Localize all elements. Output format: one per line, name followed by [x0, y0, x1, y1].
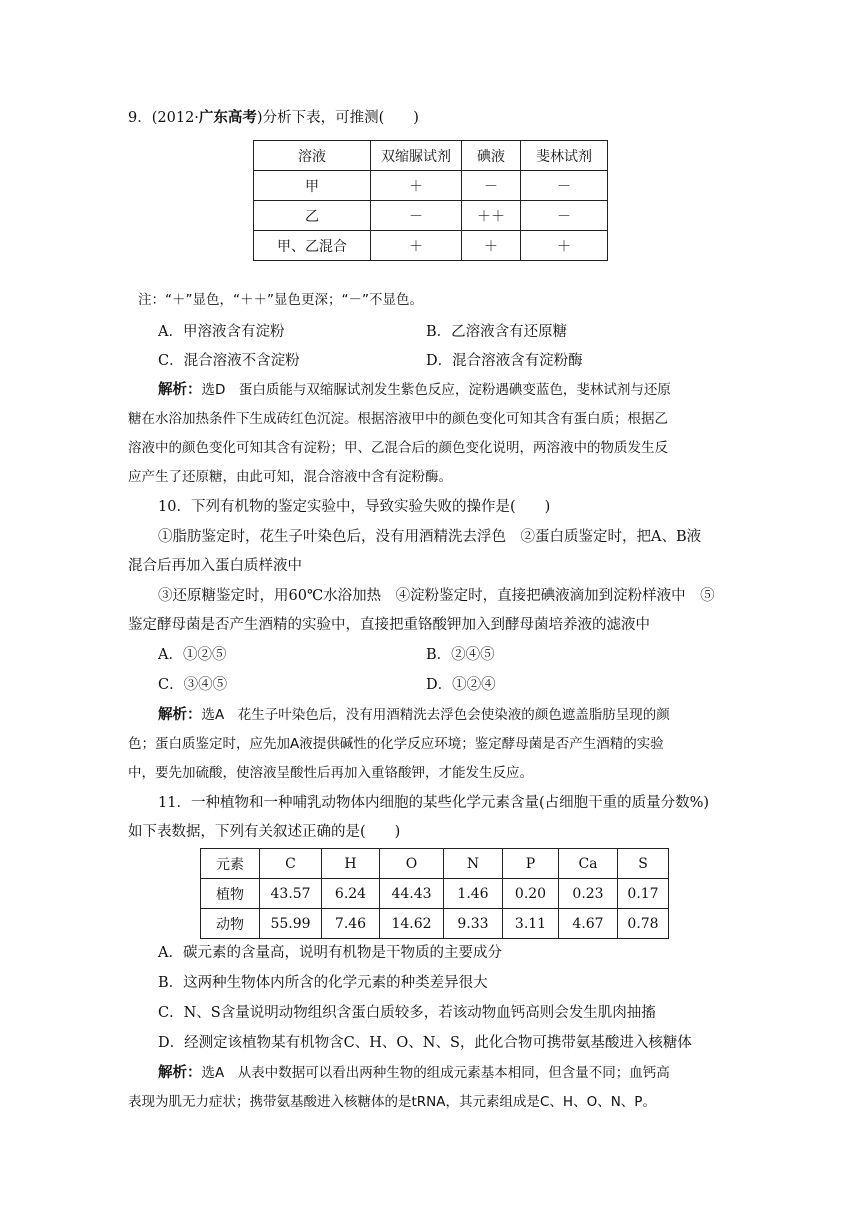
- table-header-cell: H: [322, 849, 380, 879]
- table-cell: ＋: [371, 231, 462, 261]
- table-cell: 植物: [201, 879, 260, 909]
- q9-analysis-line: 解析：选D 蛋白质能与双缩脲试剂发生紫色反应，淀粉遇碘变蓝色，斐林试剂与还原: [158, 381, 671, 398]
- q11-option-d: D．经测定该植物某有机物含C、H、O、N、S，此化合物可携带氨基酸进入核糖体: [158, 1035, 692, 1051]
- q9-source: 广东高考: [198, 109, 257, 126]
- q9-number: 9．: [128, 110, 152, 126]
- table-cell: 44.43: [380, 879, 444, 909]
- table-cell: 0.78: [618, 909, 669, 939]
- analysis-label: 解析：: [158, 1064, 202, 1081]
- q10-analysis-line: 解析：选A 花生子叶染色后，没有用酒精洗去浮色会使染液的颜色遮盖脂肪呈现的颜: [158, 706, 670, 723]
- table-header-cell: 溶液: [254, 141, 371, 171]
- analysis-label: 解析：: [158, 706, 202, 723]
- table-cell: －: [521, 171, 608, 201]
- q10-body-line: ③还原糖鉴定时，用60℃水浴加热 ④淀粉鉴定时，直接把碘液滴加到淀粉样液中 ⑤: [158, 588, 715, 604]
- analysis-label: 解析：: [158, 381, 202, 398]
- table-cell: 9.33: [444, 909, 503, 939]
- table-cell: ＋＋: [462, 201, 521, 231]
- q10-option-b: B．②④⑤: [426, 647, 495, 663]
- table-cell: 0.17: [618, 879, 669, 909]
- table-header-cell: O: [380, 849, 444, 879]
- table-cell: 乙: [254, 201, 371, 231]
- table-cell: 甲、乙混合: [254, 231, 371, 261]
- q10-body-line: 鉴定酵母菌是否产生酒精的实验中，直接把重铬酸钾加入到酵母菌培养液的滤液中: [128, 617, 650, 633]
- q11-table: [200, 848, 669, 939]
- table-cell: 4.67: [559, 909, 618, 939]
- table-header-cell: N: [444, 849, 503, 879]
- table-cell: 0.20: [503, 879, 559, 909]
- table-cell: 0.23: [559, 879, 618, 909]
- table-header-row: [201, 849, 669, 879]
- q10-analysis-line: 色；蛋白质鉴定时，应先加A液提供碱性的化学反应环境；鉴定酵母菌是否产生酒精的实验: [128, 736, 664, 752]
- table-cell: －: [462, 171, 521, 201]
- table-header-row: [254, 141, 608, 171]
- q9-option-c: C．混合溶液不含淀粉: [158, 353, 300, 369]
- table-cell: －: [521, 201, 608, 231]
- q9-analysis-line: 糖在水浴加热条件下生成砖红色沉淀。根据溶液甲中的颜色变化可知其含有蛋白质；根据乙: [128, 411, 668, 427]
- q9-option-a: A．甲溶液含有淀粉: [158, 324, 285, 340]
- table-cell: 3.11: [503, 909, 559, 939]
- table-row: [201, 909, 669, 939]
- table-row: [254, 171, 608, 201]
- table-row: [254, 201, 608, 231]
- table-cell: 43.57: [260, 879, 322, 909]
- table-cell: ＋: [521, 231, 608, 261]
- table-cell: 1.46: [444, 879, 503, 909]
- table-header-cell: 元素: [201, 849, 260, 879]
- table-cell: 7.46: [322, 909, 380, 939]
- q10-option-d: D．①②④: [426, 677, 496, 693]
- q10-option-c: C．③④⑤: [158, 677, 228, 693]
- table-header-cell: P: [503, 849, 559, 879]
- q10-analysis-line: 中，要先加硫酸，使溶液呈酸性后再加入重铬酸钾，才能发生反应。: [128, 765, 533, 781]
- table-cell: 14.62: [380, 909, 444, 939]
- q9-analysis-line: 应产生了还原糖，由此可知，混合溶液中含有淀粉酶。: [128, 469, 452, 485]
- table-header-cell: 斐林试剂: [521, 141, 608, 171]
- table-cell: 动物: [201, 909, 260, 939]
- table-cell: －: [371, 201, 462, 231]
- q11-option-b: B．这两种生物体内所含的化学元素的种类差异很大: [158, 975, 488, 991]
- table-header-cell: 碘液: [462, 141, 521, 171]
- q9-stem: 9．(2012·广东高考)分析下表，可推测( ): [128, 109, 419, 126]
- table-cell: 55.99: [260, 909, 322, 939]
- q11-stem-line: 如下表数据，下列有关叙述正确的是( ): [128, 824, 401, 840]
- q11-analysis-line: 解析：选A 从表中数据可以看出两种生物的组成元素基本相同，但含量不同；血钙高: [158, 1064, 670, 1081]
- q10-stem: 10．下列有机物的鉴定实验中，导致实验失败的操作是( ): [158, 499, 551, 515]
- q11-stem-line: 11．一种植物和一种哺乳动物体内细胞的某些化学元素含量(占细胞干重的质量分数%): [158, 795, 710, 811]
- table-header-cell: S: [618, 849, 669, 879]
- table-cell: ＋: [462, 231, 521, 261]
- q11-analysis-line: 表现为肌无力症状；携带氨基酸进入核糖体的是tRNA，其元素组成是C、H、O、N、P。: [128, 1094, 656, 1110]
- q11-option-c: C．N、S含量说明动物组织含蛋白质较多，若该动物血钙高则会发生肌肉抽搐: [158, 1005, 656, 1021]
- table-header-cell: Ca: [559, 849, 618, 879]
- q9-analysis-line: 溶液中的颜色变化可知其含有淀粉；甲、乙混合后的颜色变化说明，两溶液中的物质发生反: [128, 440, 668, 456]
- table-cell: ＋: [371, 171, 462, 201]
- q10-body-line: 混合后再加入蛋白质样液中: [128, 558, 302, 574]
- table-row: [201, 879, 669, 909]
- q9-option-d: D．混合溶液含有淀粉酶: [426, 353, 583, 369]
- q9-table: [253, 140, 608, 261]
- q9-option-b: B．乙溶液含有还原糖: [426, 324, 568, 340]
- table-cell: 甲: [254, 171, 371, 201]
- q9-note: 注：“＋”显色，“＋＋”显色更深；“－”不显色。: [138, 292, 423, 308]
- q10-option-a: A．①②⑤: [158, 647, 227, 663]
- table-header-cell: 双缩脲试剂: [371, 141, 462, 171]
- table-header-cell: C: [260, 849, 322, 879]
- table-cell: 6.24: [322, 879, 380, 909]
- q10-body-line: ①脂肪鉴定时，花生子叶染色后，没有用酒精洗去浮色 ②蛋白质鉴定时，把A、B液: [158, 529, 702, 545]
- q11-option-a: A．碳元素的含量高，说明有机物是干物质的主要成分: [158, 945, 502, 961]
- table-row: [254, 231, 608, 261]
